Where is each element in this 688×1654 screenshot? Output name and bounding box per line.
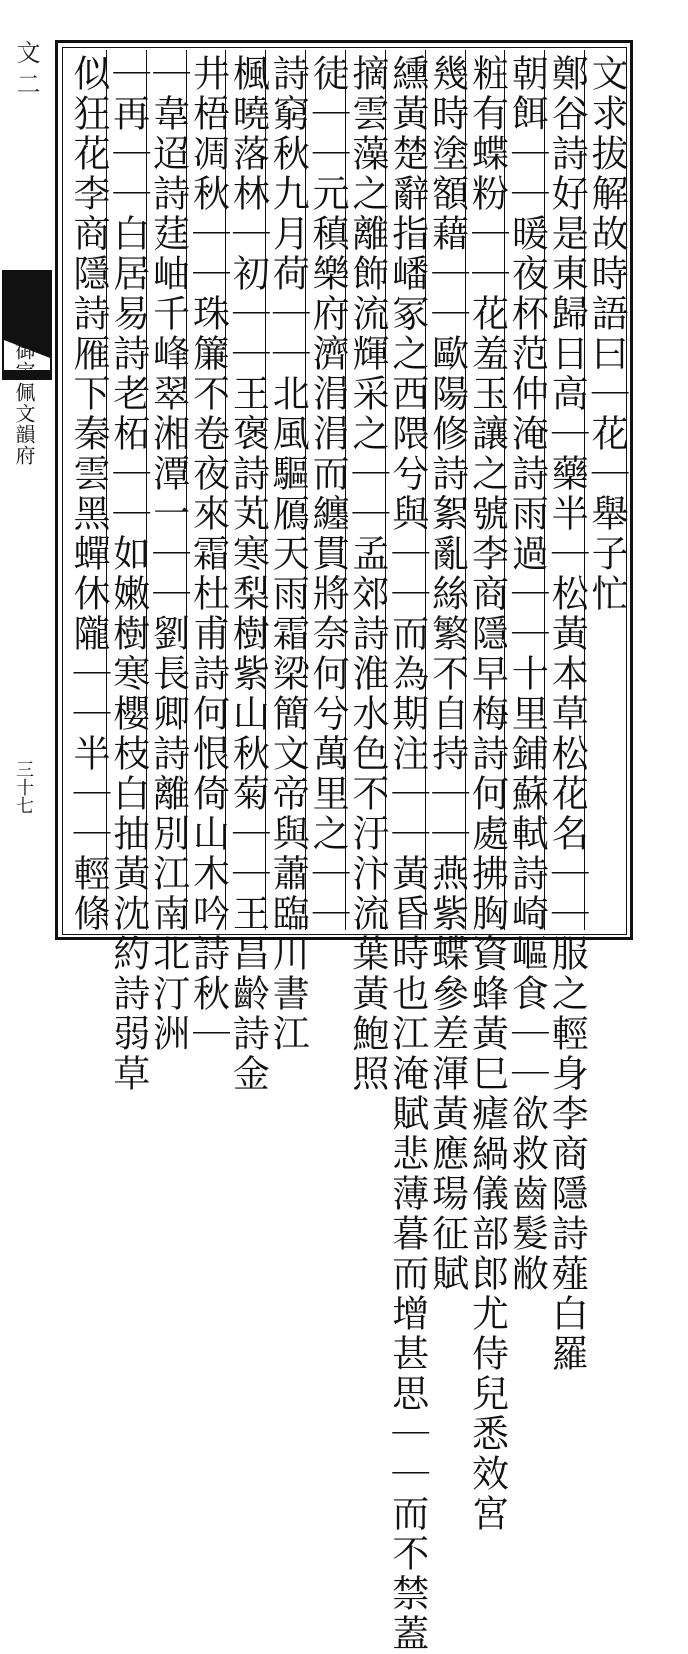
previous-page-fragment: 文 二 — [12, 40, 40, 96]
text-column: 摘雲藻之離飾流輝采之｜｜孟郊詩淮水色不汙汴流葉黃鮑照 — [345, 54, 389, 1094]
binding-margin — [0, 40, 55, 940]
text-column: 徒｜｜元稹樂府濟涓涓而纏貫將奈何兮萬里之｜｜ — [306, 54, 350, 934]
text-column: ｜韋迢詩莛岫千峰翠湘潭一｜｜劉長卿詩離別江南北汀洲 — [146, 54, 190, 1054]
text-column: 詩窮秋九月荷｜｜北風驅鴈天雨霜梁簡文帝與蕭臨川書江 — [266, 54, 310, 1054]
text-column: 井梧凋秋｜｜珠簾不卷夜來霜杜甫詩何恨倚山木吟詩秋｜ — [186, 54, 230, 1054]
text-column: 鄭谷詩好是東歸日高｜藥半｜松黃本草松花名｜｜服之輕身李商隱詩薤白羅 — [545, 54, 589, 1374]
text-column: 似狂花李商隱詩雁下秦雲黑蟬休隴｜｜半｜｜輕條 — [66, 54, 110, 934]
text-columns — [66, 50, 629, 1654]
text-column: 幾時塗額藉｜｜歐陽修詩絮亂絲繁不自持｜｜燕紫蝶參差渾黃應瑒征賦 — [425, 54, 469, 1294]
text-column: 朝餌｜｜暖夜杯范仲淹詩雨過｜｜十里鋪蘇軾詩崎嶇食｜｜欲救齒髮敝 — [505, 54, 549, 1294]
book-title: 御定佩文韻府 — [12, 340, 36, 466]
text-column: 楓曉落林｜初｜｜王褒詩芄寒梨樹紫山秋菊｜｜王昌齡詩金 — [226, 54, 270, 1094]
text-column: ｜再｜｜白居易詩老柘｜｜如嫩樹寒櫻枝白抽黃沈約詩弱草 — [106, 54, 150, 1094]
text-column: 纁黃楚辭指嶓冢之西隈兮與｜｜而為期注｜｜黃昏時也江淹賦悲薄暮而增甚思｜｜而不禁蓋 — [385, 54, 429, 1654]
page-number: 三十七 — [13, 760, 34, 814]
text-column: 文求拔解故時語曰｜花｜舉子忙 — [585, 54, 629, 614]
text-column: 粧有蝶粉｜｜花羞玉讓之號李商隱早梅詩何處拂胸資蜂黃巳瘧緺儀部郎尤侍兒悉效宮 — [465, 54, 509, 1534]
